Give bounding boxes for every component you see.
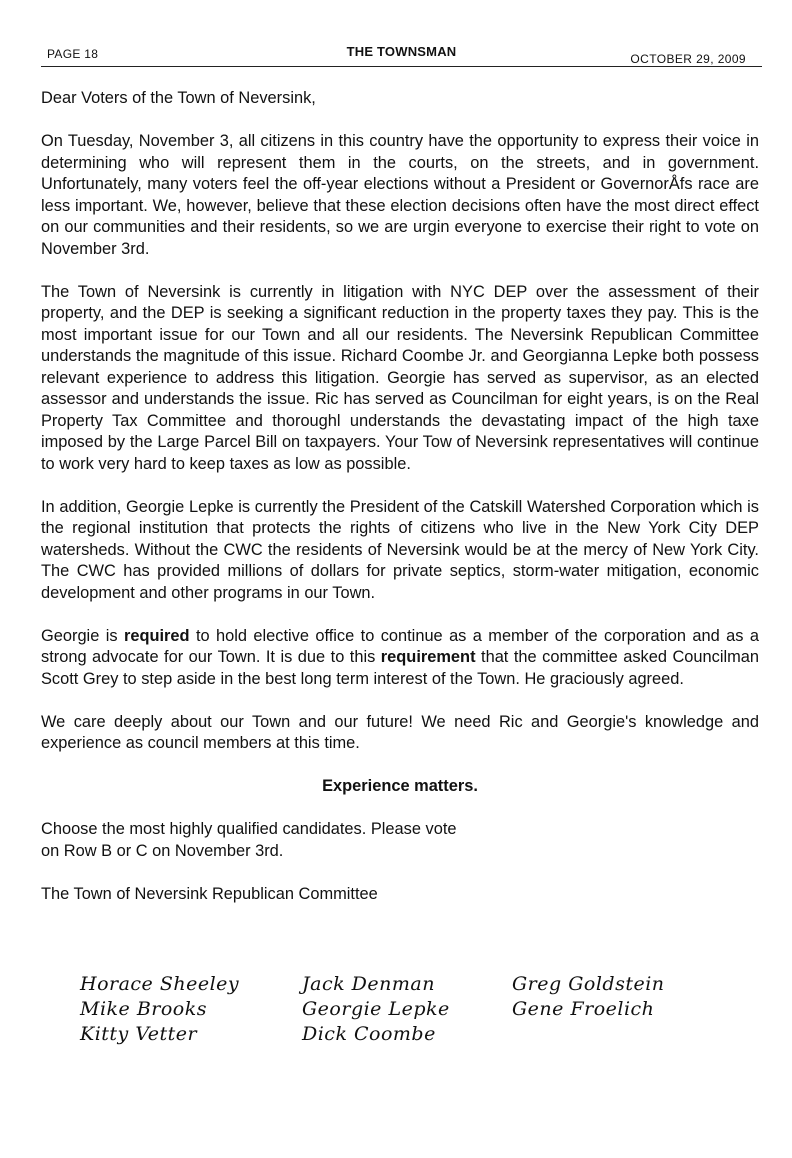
page-header bbox=[41, 44, 762, 67]
signature-name: Mike Brooks bbox=[80, 998, 208, 1020]
vote-line-2: on Row B or C on November 3rd. bbox=[41, 841, 284, 860]
text-segment: Georgie is bbox=[41, 626, 124, 645]
signature-name: Greg Goldstein bbox=[512, 973, 665, 995]
letter-body bbox=[41, 88, 759, 927]
signature-name: Horace Sheeley bbox=[80, 973, 240, 995]
page-number: PAGE 18 bbox=[47, 47, 99, 61]
text-segment: that the committee asked Councilman Scott Grey to step aside in the best long term interest of the Town. He graciously agreed. bbox=[41, 648, 759, 688]
paragraph-care: We care deeply about our Town and our future! We need Ric and Georgie's knowledge and experience as council members at this time. bbox=[41, 712, 759, 752]
signature-name: Kitty Vetter bbox=[80, 1023, 198, 1045]
issue-date: OCTOBER 29, 2009 bbox=[630, 52, 746, 66]
signature-block bbox=[80, 972, 720, 1047]
signature-name: Dick Coombe bbox=[302, 1023, 436, 1045]
paragraph-election: On Tuesday, November 3, all citizens in this country have the opportunity to express their voice in determining who will represent them in the courts, on the streets, and in government. Unfortunately, many voters feel the off-year elections without a President or GovernorÅfs race are less important. We, however, believe that these election decisions often have the most direct effect on our communities and their residents, so we are urgin everyone to exercise their right to vote on November 3rd. bbox=[41, 132, 759, 258]
signature-column-3 bbox=[512, 972, 712, 1047]
committee-signoff: The Town of Neversink Republican Committee bbox=[41, 884, 378, 903]
paragraph-requirement bbox=[41, 626, 759, 691]
newspaper-title: THE TOWNSMAN bbox=[346, 44, 457, 59]
slogan: Experience matters. bbox=[322, 777, 478, 795]
signature-name: Jack Denman bbox=[302, 973, 435, 995]
bold-requirement: requirement bbox=[380, 648, 476, 666]
signature-name: Gene Froelich bbox=[512, 998, 655, 1020]
signature-name: Georgie Lepke bbox=[302, 998, 450, 1020]
text-segment: to hold elective office to continue as a member of the corporation and as a strong advocate for our Town. It is due to this bbox=[41, 626, 760, 666]
vote-line-1: Choose the most highly qualified candidates. Please vote bbox=[41, 820, 457, 838]
bold-required: required bbox=[123, 626, 190, 645]
paragraph-litigation: The Town of Neversink is currently in litigation with NYC DEP over the assessment of their property, and the DEP is seeking a significant reduction in the property taxes they pay. This is the most important issue for our Town and all our residents. The Neversink Republican Committee understands the magnitude of this issue. Richard Coombe Jr. and Georgianna Lepke both possess relevant experience to address this litigation. Georgie has served as supervisor, as an elected assessor and understands the issue. Ric has served as Councilman for eight years, is on the Real Property Tax Committee and thoroughl understands the devastating impact of the high taxe imposed by the Large Parcel Bill on taxpayers. Your Tow of Neversink representatives will continue to work very hard to keep taxes as low as possible. bbox=[41, 282, 759, 473]
signature-column-2 bbox=[302, 972, 512, 1047]
signature-column-1 bbox=[80, 972, 302, 1047]
paragraph-cwc: In addition, Georgie Lepke is currently the President of the Catskill Watershed Corporation which is the regional institution that protects the rights of citizens who live in the New York City DEP watersheds. Without the CWC the residents of Neversink would be at the mercy of New York City. The CWC has provided millions of dollars for private septics, storm-water mitigation, economic development and other programs in our Town. bbox=[41, 497, 759, 602]
salutation: Dear Voters of the Town of Neversink, bbox=[41, 89, 316, 107]
paragraph-vote bbox=[41, 819, 759, 862]
